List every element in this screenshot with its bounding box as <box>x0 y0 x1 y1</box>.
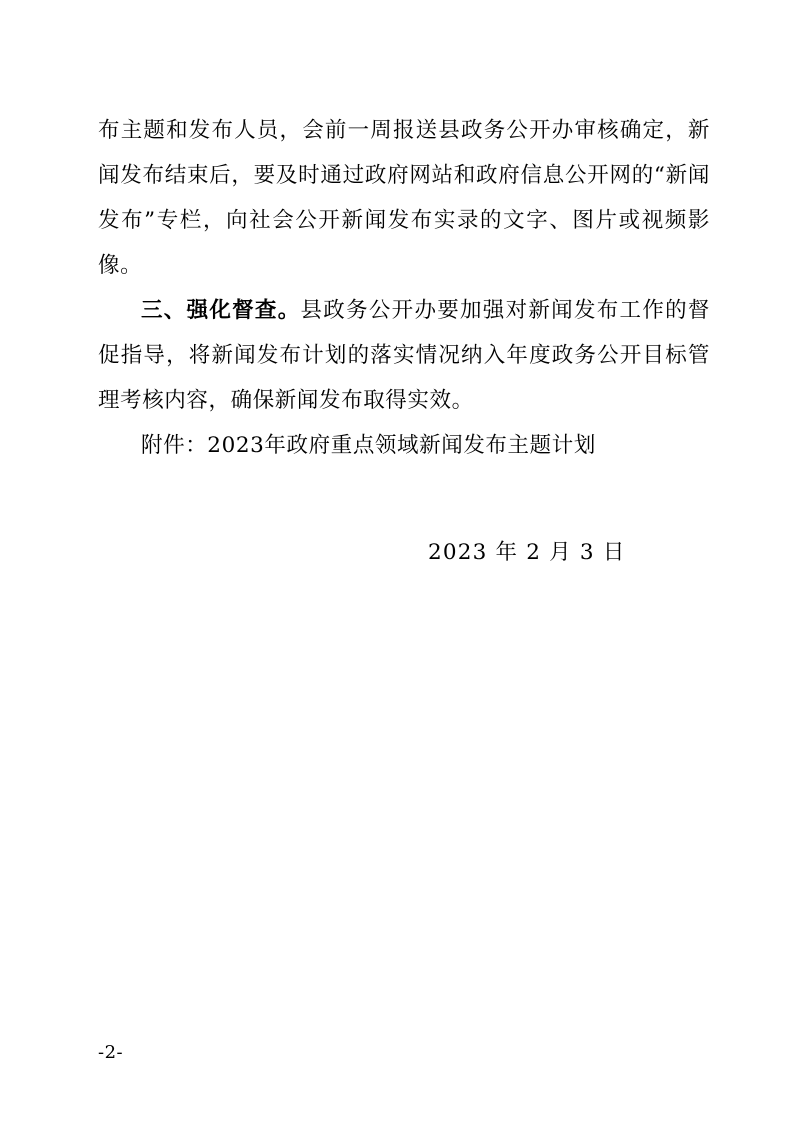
section-heading: 三、强化督查。 <box>141 298 301 323</box>
section-body: 县政务公开办要加强对新闻发布工作的督促指导，将新闻发布计划的落实情况纳入年度政务公开目标管理考核内容，确保新闻发布取得实效。 <box>98 298 710 413</box>
section-paragraph <box>98 288 710 423</box>
attachment-line: 附件：2023年政府重点领域新闻发布主题计划 <box>141 433 596 458</box>
paragraph-continued: 布主题和发布人员，会前一周报送县政务公开办审核确定，新闻发布结束后，要及时通过政府网站和政府信息公开网的“新闻发布”专栏，向社会公开新闻发布实录的文字、图片或视频影像。 <box>98 118 710 278</box>
document-date: 2023 年 2 月 3 日 <box>428 540 626 565</box>
page-number: -2- <box>98 1042 124 1063</box>
document-body <box>98 108 710 575</box>
